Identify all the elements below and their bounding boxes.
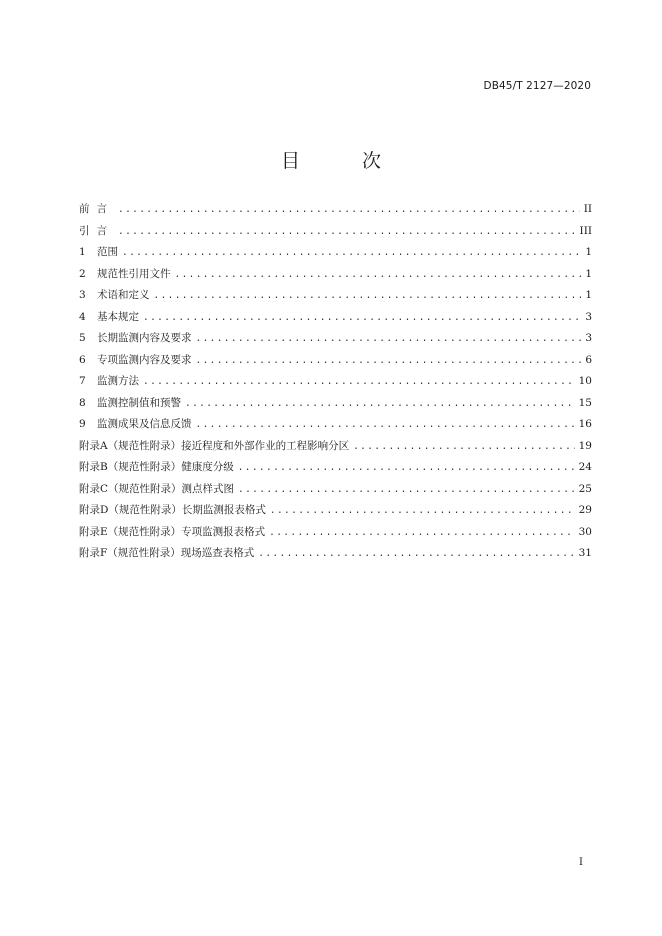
toc-entry-number: 7: [79, 375, 86, 387]
toc-entry-text: 基本规定: [97, 310, 139, 323]
toc-entry-text: 监测控制值和预警: [97, 396, 181, 409]
toc-entry-page: 31: [578, 547, 592, 559]
toc-entry-text: 专项监测内容及要求: [97, 353, 192, 366]
toc-entry-page: 6: [585, 353, 592, 366]
toc-entry-page: 15: [578, 396, 592, 409]
toc-entry-label: [79, 479, 234, 501]
toc-entry-text: 前言: [79, 203, 114, 215]
toc-entry-number: 8: [79, 396, 86, 409]
toc-entry-label: [79, 436, 349, 458]
toc-entry-label: [79, 543, 254, 565]
toc-entry-text: 规范性引用文件: [97, 267, 171, 280]
toc-entry-number: 9: [79, 418, 86, 430]
toc-entry[interactable]: [79, 285, 592, 307]
toc-entry-page: 24: [578, 461, 592, 473]
toc-leader-dots: [258, 543, 574, 565]
toc-entry-page: 3: [585, 332, 592, 344]
toc-entry[interactable]: [79, 457, 592, 479]
toc-entry-label: [79, 221, 114, 243]
toc-leader-dots: [154, 285, 582, 307]
toc-entry-label: [79, 285, 150, 307]
toc-entry-label: [79, 371, 139, 393]
toc-leader-dots: [196, 414, 575, 436]
toc-leader-dots: [143, 371, 575, 393]
toc-entry-label: [79, 242, 118, 264]
toc-leader-dots: [118, 221, 576, 243]
toc-entry[interactable]: [79, 543, 592, 565]
toc-entry-label: [79, 393, 181, 415]
toc-entry-label: [79, 350, 192, 372]
toc-leader-dots: [143, 307, 581, 329]
toc-entry[interactable]: [79, 350, 592, 372]
toc-entry-number: 5: [79, 332, 86, 344]
toc-leader-dots: [185, 393, 575, 415]
toc-entry[interactable]: [79, 436, 592, 458]
toc-entry-text: 附录E（规范性附录）专项监测报表格式: [79, 525, 266, 538]
toc-entry[interactable]: [79, 500, 592, 522]
toc-leader-dots: [270, 500, 575, 522]
toc-entry-label: [79, 199, 114, 221]
toc-entry-text: 范围: [97, 246, 118, 258]
toc-entry-page: 29: [578, 504, 592, 516]
toc-entry-label: [79, 328, 192, 350]
toc-entry-label: [79, 500, 266, 522]
toc-entry-page: 25: [578, 482, 592, 495]
toc-entry[interactable]: [79, 328, 592, 350]
toc-leader-dots: [175, 264, 582, 286]
toc-entry-page: 19: [578, 439, 592, 452]
toc-entry-page: 16: [578, 418, 592, 430]
toc-entry[interactable]: [79, 199, 592, 221]
toc-leader-dots: [196, 350, 582, 372]
toc-entry-text: 引言: [79, 224, 114, 237]
toc-leader-dots: [353, 436, 575, 458]
toc-entry-number: 1: [79, 246, 86, 258]
toc-entry-page: 1: [585, 246, 592, 258]
toc-entry-number: 2: [79, 267, 86, 280]
toc-entry-page: 1: [585, 267, 592, 280]
toc-entry-number: 6: [79, 353, 86, 366]
toc-entry[interactable]: [79, 221, 592, 243]
toc-leader-dots: [196, 328, 582, 350]
toc-entry-number: 3: [79, 289, 86, 301]
page-title: 目 次: [280, 150, 410, 172]
toc-entry-page: 30: [578, 525, 592, 538]
toc-entry-text: 附录D（规范性附录）长期监测报表格式: [79, 504, 266, 516]
toc-entry[interactable]: [79, 307, 592, 329]
toc-leader-dots: [269, 522, 574, 544]
toc-entry-label: [79, 457, 234, 479]
toc-entry[interactable]: [79, 522, 592, 544]
toc-entry-text: 监测成果及信息反馈: [97, 418, 192, 430]
toc-entry-page: 10: [578, 375, 592, 387]
toc-entry[interactable]: [79, 393, 592, 415]
toc-entry-text: 附录C（规范性附录）测点样式图: [79, 482, 235, 495]
table-of-contents: [79, 199, 592, 565]
toc-entry[interactable]: [79, 371, 592, 393]
toc-entry-label: [79, 307, 139, 329]
toc-leader-dots: [238, 457, 575, 479]
toc-entry-label: [79, 264, 171, 286]
toc-entry[interactable]: [79, 414, 592, 436]
toc-entry-text: 术语和定义: [97, 289, 150, 301]
toc-entry-text: 长期监测内容及要求: [97, 332, 192, 344]
toc-entry-text: 附录A（规范性附录）接近程度和外部作业的工程影响分区: [79, 439, 350, 452]
toc-entry[interactable]: [79, 479, 592, 501]
toc-entry-number: 4: [79, 310, 86, 323]
toc-entry[interactable]: [79, 264, 592, 286]
toc-leader-dots: [238, 479, 575, 501]
document-code: DB45/T 2127—2020: [483, 80, 591, 92]
toc-entry-page: III: [579, 224, 592, 237]
toc-entry-page: 1: [585, 289, 592, 301]
page-number: I: [579, 857, 583, 868]
toc-entry-page: 3: [585, 310, 592, 323]
toc-leader-dots: [118, 199, 580, 221]
toc-entry-text: 附录B（规范性附录）健康度分级: [79, 461, 234, 473]
toc-entry-text: 监测方法: [97, 375, 139, 387]
toc-entry-page: II: [583, 203, 592, 215]
toc-entry[interactable]: [79, 242, 592, 264]
toc-entry-text: 附录F（规范性附录）现场巡查表格式: [79, 547, 255, 559]
toc-leader-dots: [122, 242, 581, 264]
toc-entry-label: [79, 414, 192, 436]
toc-entry-label: [79, 522, 265, 544]
